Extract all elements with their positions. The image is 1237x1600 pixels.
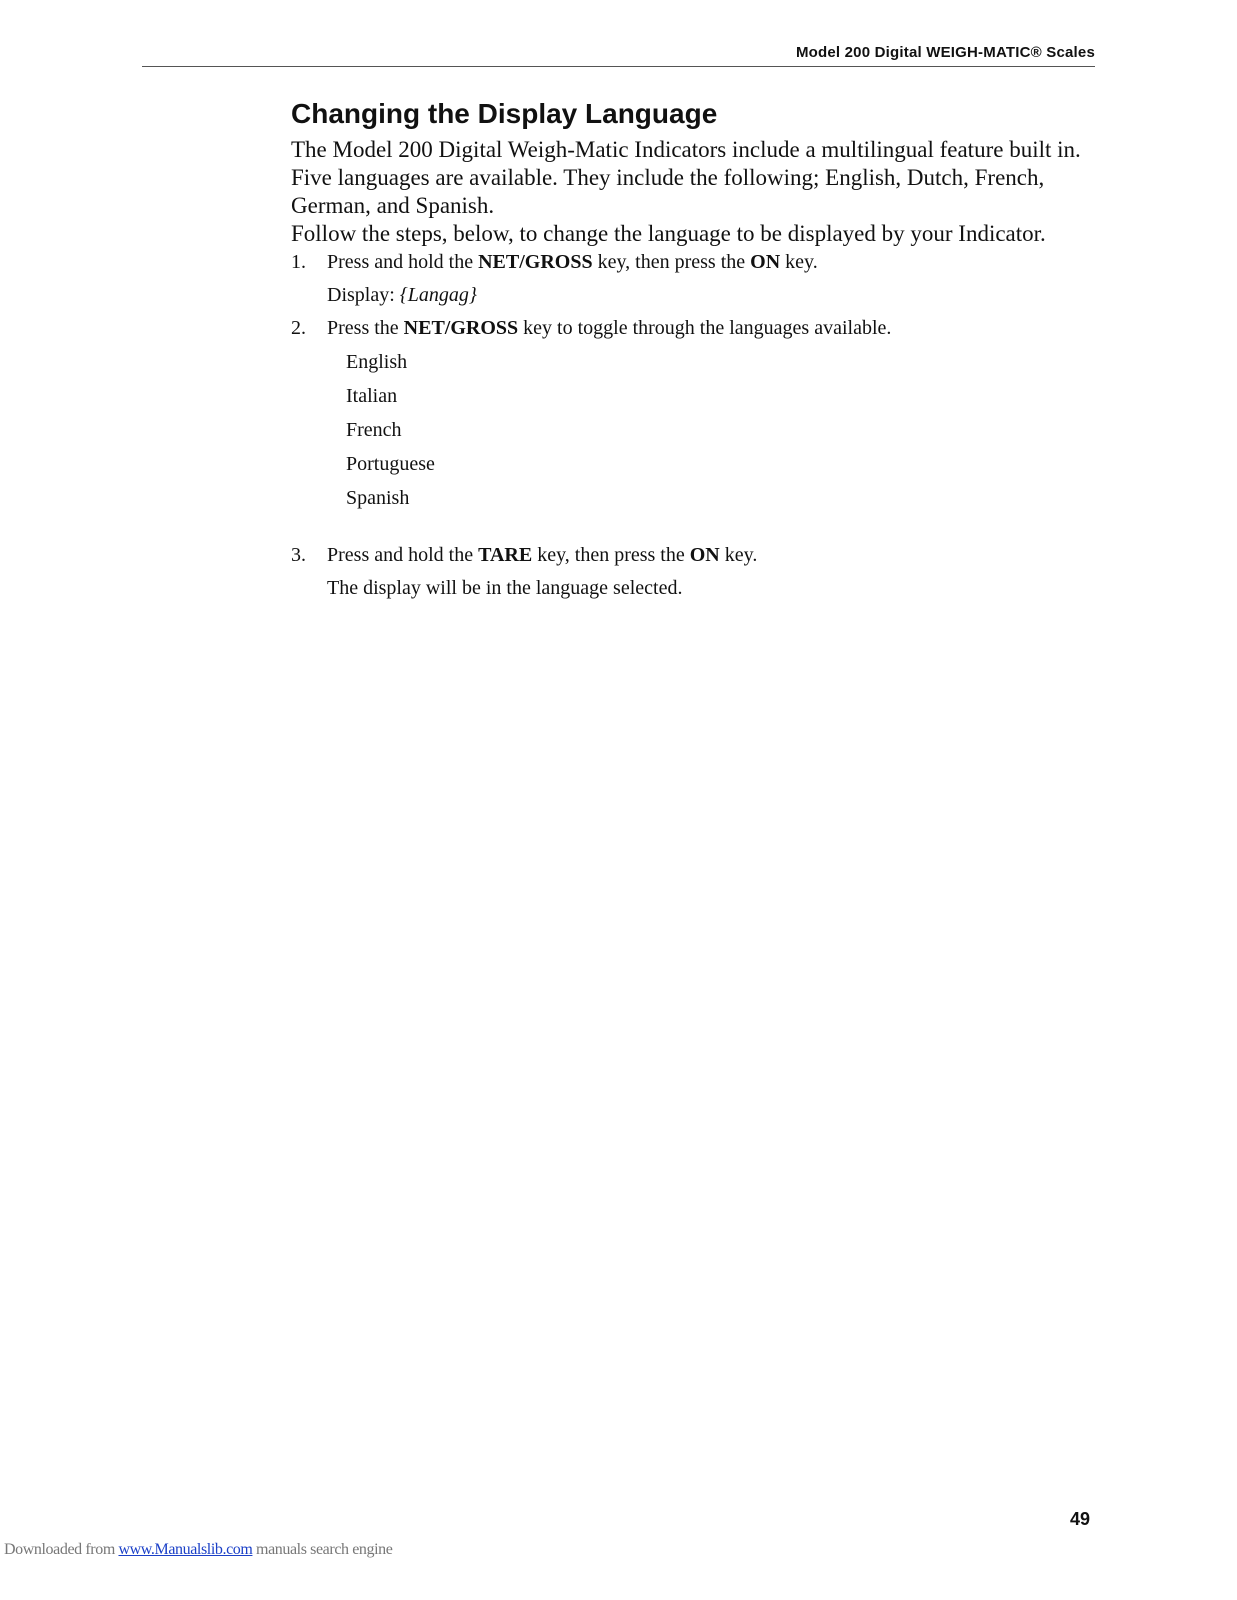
section-title: Changing the Display Language [291,98,718,129]
step-1-display: Display: {Langag} [327,284,477,306]
step-3 [291,543,1096,567]
net-gross-key: NET/GROSS [403,317,519,339]
step-3-note: The display will be in the language selected. [327,577,683,599]
manualslib-link[interactable]: www.Manualslib.com [118,1541,253,1558]
step-number: 1. [291,251,306,273]
steps-list [291,250,1096,600]
language-item: Spanish [346,487,410,509]
net-gross-key: NET/GROSS [478,251,593,273]
language-item: English [346,351,408,373]
page-number: 49 [1069,1509,1090,1529]
language-item: Italian [346,385,398,407]
language-list [291,350,1096,510]
step-text: Press and hold the TARE key, then press the ON key. [327,544,758,566]
language-item: Portuguese [346,453,435,475]
step-text: Press the NET/GROSS key to toggle through the languages available. [327,317,892,339]
step-number: 3. [291,544,306,566]
language-item: French [346,419,402,441]
on-key: ON [750,251,781,273]
step-2 [291,316,1096,340]
running-header: Model 200 Digital WEIGH-MATIC® Scales [795,44,1095,61]
step-text: Press and hold the NET/GROSS key, then press the ON key. [327,251,818,273]
tare-key: TARE [478,544,533,566]
on-key: ON [689,544,720,566]
header-rule [142,66,1095,67]
display-value: {Langag} [399,284,477,306]
step-1 [291,250,1096,274]
intro-paragraph: The Model 200 Digital Weigh-Matic Indicators include a multilingual feature built in. [291,137,1081,162]
page-content [291,98,1096,600]
step-number: 2. [291,317,306,339]
download-footer: Downloaded from www.Manualslib.com manuals search engine [4,1541,393,1558]
languages-paragraph: Five languages are available. They include the following; English, Dutch, French, German, and Spanish. [291,165,1045,218]
instructions-paragraph: Follow the steps, below, to change the language to be displayed by your Indicator. [291,221,1046,246]
